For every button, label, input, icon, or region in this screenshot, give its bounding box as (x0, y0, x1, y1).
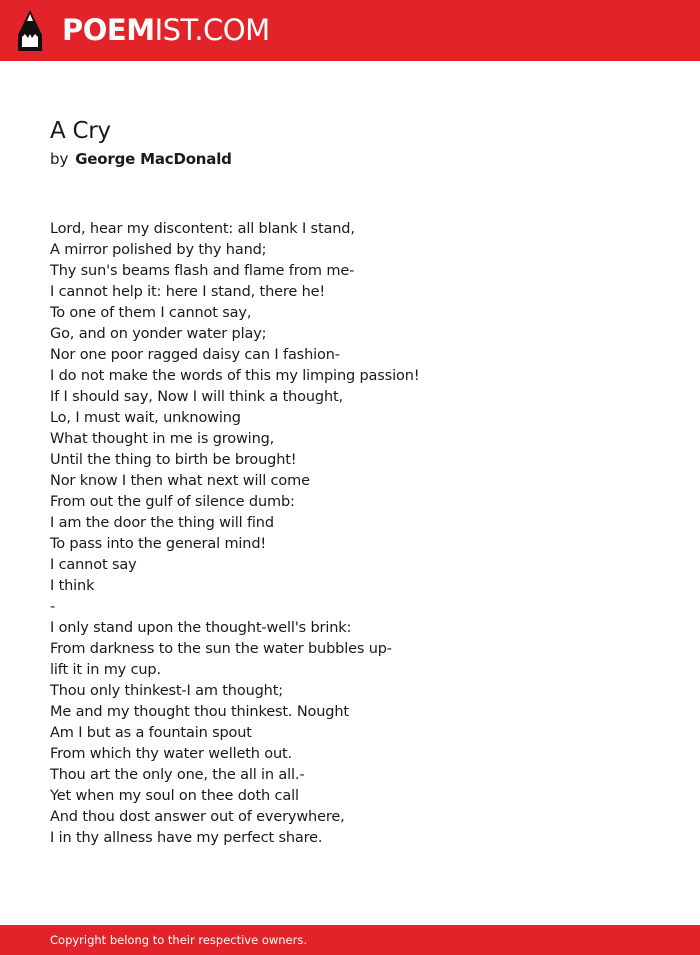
poem-line: Lo, I must wait, unknowing (50, 410, 241, 426)
poem-line: Thou only thinkest-I am thought; (50, 683, 283, 699)
poem-line: Until the thing to birth be brought! (50, 452, 297, 468)
poem-line: I do not make the words of this my limping passion! (50, 368, 420, 384)
poem-line: From darkness to the sun the water bubbles up- (50, 641, 392, 657)
poem-line: To one of them I cannot say, (50, 305, 252, 321)
poem-line: Thou art the only one, the all in all.- (50, 767, 305, 783)
poem-line: Lord, hear my discontent: all blank I stand, (50, 221, 355, 237)
poem-line: Nor one poor ragged daisy can I fashion- (50, 347, 340, 363)
poem-line: Yet when my soul on thee doth call (50, 788, 299, 804)
poem-line: Me and my thought thou thinkest. Nought (50, 704, 349, 720)
poem-line: I in thy allness have my perfect share. (50, 830, 323, 846)
poem-body (50, 219, 670, 849)
poem-line: If I should say, Now I will think a thought, (50, 389, 344, 405)
poem-line: I only stand upon the thought-well's brink: (50, 620, 352, 636)
site-header (0, 0, 700, 61)
site-logo[interactable] (62, 12, 270, 48)
site-footer (0, 925, 700, 955)
poem-line: From out the gulf of silence dumb: (50, 494, 295, 510)
poem-line: Am I but as a fountain spout (50, 725, 252, 741)
poem-line: What thought in me is growing, (50, 431, 275, 447)
poem-line: And thou dost answer out of everywhere, (50, 809, 345, 825)
poem-line: lift it in my cup. (50, 662, 161, 678)
logo-light-text: IST.COM (154, 13, 270, 47)
poem-line: Nor know I then what next will come (50, 473, 310, 489)
poem-line: I think (50, 578, 95, 594)
poem-line: I cannot help it: here I stand, there he! (50, 284, 326, 300)
logo-bold-text: POEM (62, 13, 155, 47)
poem-line: Thy sun's beams flash and flame from me- (50, 263, 355, 279)
poem-line: A mirror polished by thy hand; (50, 242, 267, 258)
poem-title: A Cry (50, 118, 111, 144)
poem-line: I cannot say (50, 557, 137, 573)
byline-label: by (50, 150, 69, 168)
copyright-text: Copyright belong to their respective owners. (50, 933, 308, 947)
poem-line: I am the door the thing will find (50, 515, 274, 531)
poem-byline (50, 150, 232, 169)
poem-author: George MacDonald (75, 150, 232, 168)
poem-line: From which thy water welleth out. (50, 746, 293, 762)
poem-line: - (50, 599, 56, 615)
pencil-tip-icon[interactable] (18, 10, 42, 51)
poem-line: Go, and on yonder water play; (50, 326, 267, 342)
poem-line: To pass into the general mind! (50, 536, 267, 552)
